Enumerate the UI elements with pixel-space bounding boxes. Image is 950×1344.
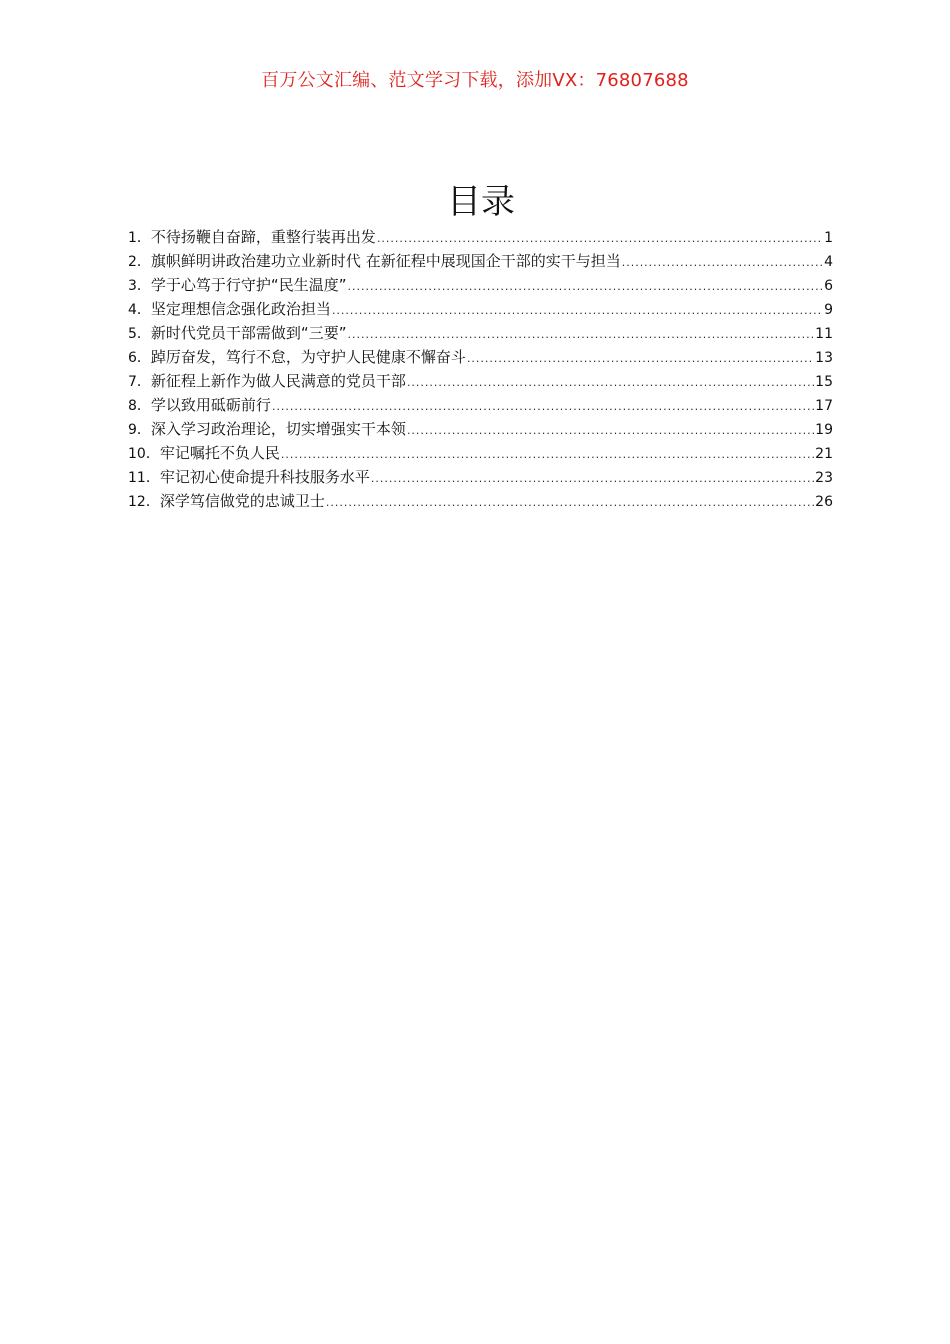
toc-entry-title: 不待扬鞭自奋蹄，重整行装再出发 [150,228,376,246]
toc-entry-page: 19 [815,422,833,438]
toc-entry-title: 深入学习政治理论，切实增强实干本领 [150,420,406,438]
toc-dot-leader [326,491,814,513]
toc-entry-title: 旗帜鲜明讲政治建功立业新时代 在新征程中展现国企干部的实干与担当 [150,252,621,270]
toc-entry-number: 2． [128,254,151,270]
toc-entry[interactable] [128,297,833,321]
toc-entry-title: 牢记初心使命提升科技服务水平 [159,468,370,486]
toc-entry-title: 踔厉奋发，笃行不怠，为守护人民健康不懈奋斗 [150,348,466,366]
toc-entry-number: 5． [128,326,151,342]
toc-entry-page: 11 [815,326,833,342]
toc-entry-page: 9 [824,302,833,318]
toc-entry[interactable] [128,369,833,393]
toc-entry-number: 11． [128,470,160,486]
toc-dot-leader [377,227,823,249]
toc-entry-number: 8． [128,398,151,414]
toc-dot-leader [622,251,823,273]
toc-entry-title: 新时代党员干部需做到“三要” [150,324,347,342]
toc-entry-page: 23 [815,470,833,486]
toc-entry-number: 9． [128,422,151,438]
toc-dot-leader [407,419,814,441]
toc-entry[interactable] [128,393,833,417]
toc-entry-number: 12． [128,494,160,510]
toc-entry-title: 学于心笃于行守护“民生温度” [150,276,347,294]
toc-entry-title: 牢记嘱托不负人民 [159,444,280,462]
toc-entry-title: 坚定理想信念强化政治担当 [150,300,331,318]
toc-entry-title: 新征程上新作为做人民满意的党员干部 [150,372,406,390]
toc-dot-leader [407,371,814,393]
toc-dot-leader [272,395,814,417]
toc-entry-number: 1． [128,230,151,246]
toc-entry-page: 6 [824,278,833,294]
toc-entry[interactable] [128,489,833,513]
toc-entry[interactable] [128,465,833,489]
toc-entry-page: 4 [824,254,833,270]
toc-dot-leader [347,323,814,345]
toc-title: 目录 [447,182,515,222]
toc-dot-leader [371,467,814,489]
toc-entry-page: 1 [824,230,833,246]
toc-list [128,225,833,513]
toc-entry-number: 6． [128,350,151,366]
toc-dot-leader [347,275,823,297]
toc-entry[interactable] [128,225,833,249]
toc-entry[interactable] [128,249,833,273]
toc-entry-page: 15 [815,374,833,390]
toc-entry-title: 深学笃信做党的忠诚卫士 [159,492,325,510]
toc-entry-number: 7． [128,374,151,390]
toc-entry-page: 21 [815,446,833,462]
toc-dot-leader [332,299,823,321]
toc-entry[interactable] [128,273,833,297]
toc-entry-title: 学以致用砥砺前行 [150,396,271,414]
toc-entry-number: 10． [128,446,160,462]
toc-entry[interactable] [128,321,833,345]
toc-entry-page: 26 [815,494,833,510]
promo-banner: 百万公文汇编、范文学习下载，添加VX：76807688 [261,70,689,91]
toc-dot-leader [467,347,814,369]
toc-entry-page: 17 [815,398,833,414]
toc-entry-number: 3． [128,278,151,294]
toc-entry-page: 13 [815,350,833,366]
toc-entry[interactable] [128,441,833,465]
toc-entry-number: 4． [128,302,151,318]
toc-dot-leader [281,443,814,465]
toc-entry[interactable] [128,417,833,441]
toc-entry[interactable] [128,345,833,369]
